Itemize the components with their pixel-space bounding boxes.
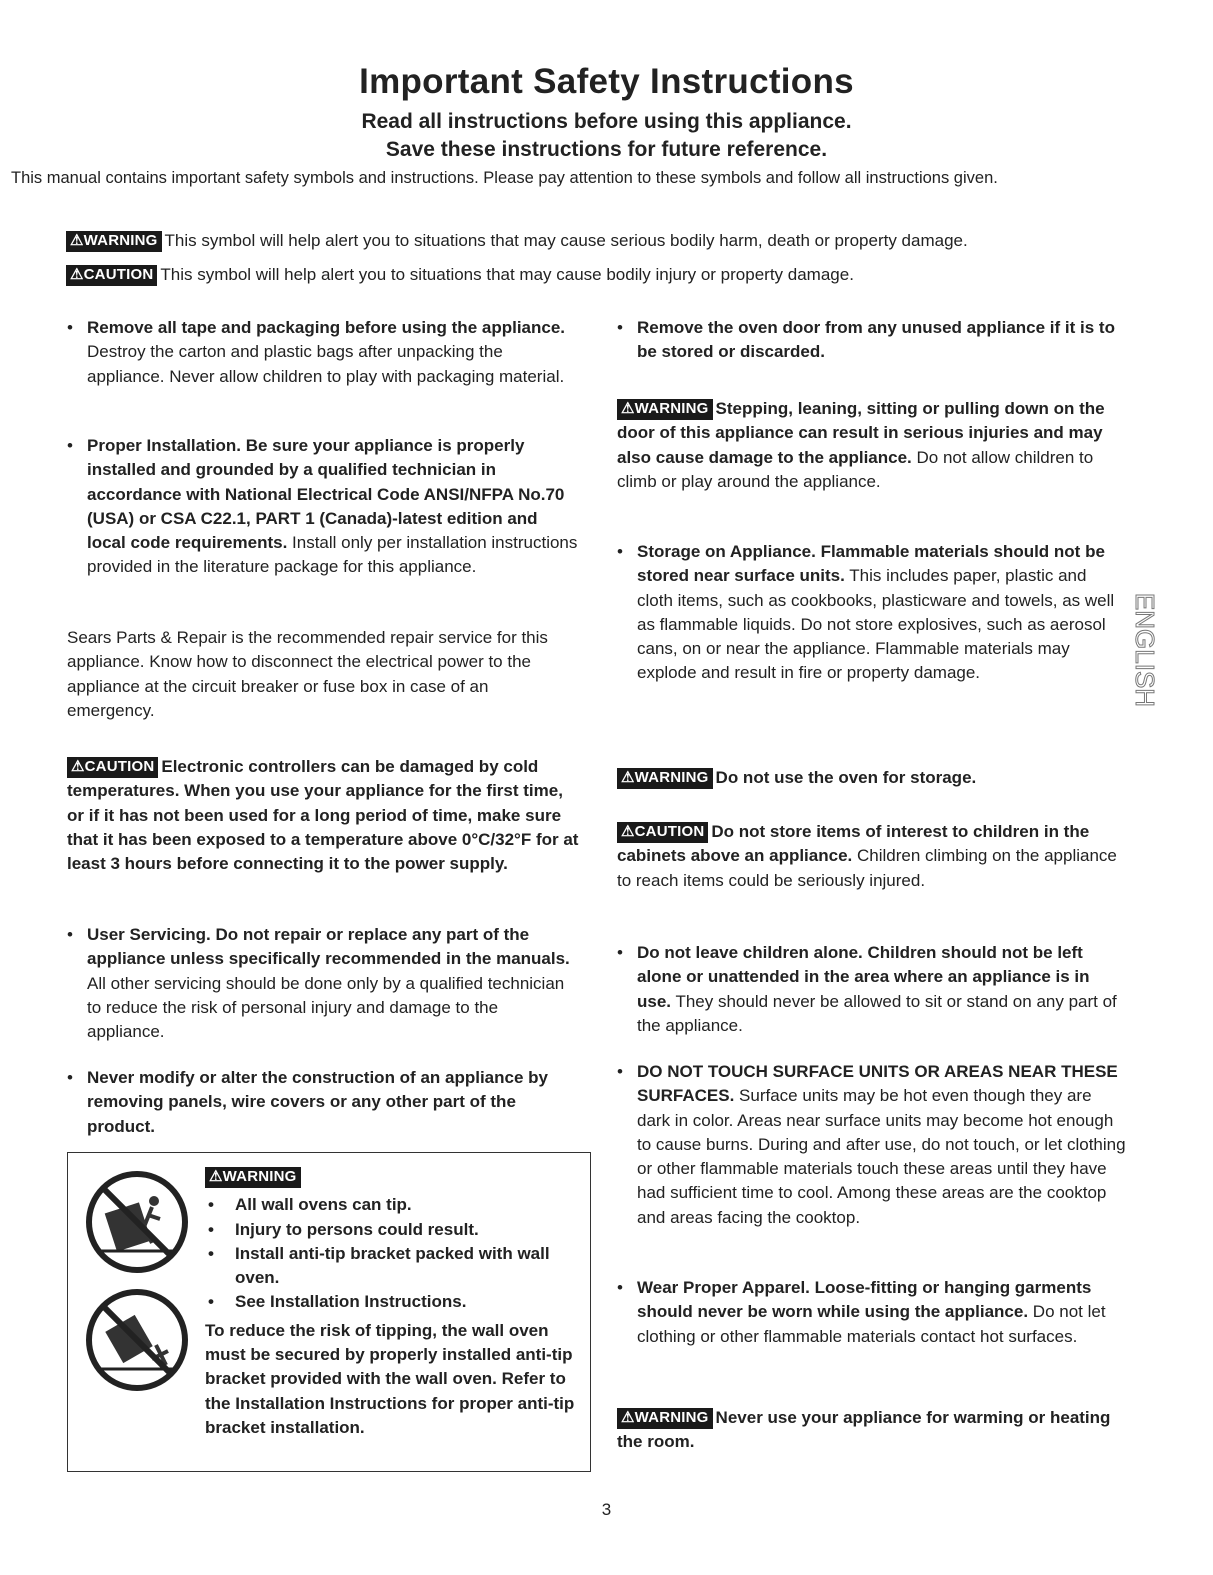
right-warning-stepping: [617, 397, 1127, 494]
left-bullet-packaging: [67, 316, 579, 389]
right-caution-items: [617, 820, 1127, 893]
right-bullet-surface-units: [617, 1060, 1127, 1230]
right-bullet-apparel: [617, 1276, 1127, 1349]
no-tip-icon: [82, 1167, 192, 1277]
bold-text: Never use your appliance for warming or heating the room.: [617, 1408, 1111, 1452]
warning-badge: ⚠WARNING: [205, 1167, 301, 1188]
caution-legend-text: This symbol will help alert you to situations that may cause bodily injury or property damage.: [160, 265, 854, 284]
bold-text: DO NOT TOUCH SURFACE UNITS OR AREAS NEAR THESE SURFACES.: [637, 1062, 1118, 1106]
left-sears-paragraph: [67, 626, 579, 723]
right-bullet-storage: [617, 540, 1127, 686]
subtitle-read: Read all instructions before using this appliance.: [361, 110, 852, 133]
left-bullet-user-servicing: [67, 923, 579, 1044]
body-text: Sears Parts & Repair is the recommended repair service for this appliance. Know how to disconnect the electrical power to the appliance at the circuit breaker or fuse box in case of an emergency.: [67, 628, 548, 720]
warning-badge: ⚠WARNING: [617, 399, 713, 420]
side-tab-label: ENGLISH: [1130, 592, 1161, 708]
caution-badge: ⚠CAUTION: [66, 265, 157, 286]
body-text: Install only per installation instructions provided in the literature package for this appliance.: [87, 533, 578, 577]
intro-text: This manual contains important safety symbols and instructions. Please pay attention to these symbols and follow all instructions given.: [11, 169, 998, 187]
list-item: • All wall ovens can tip.: [205, 1193, 585, 1217]
right-bullet-remove-door: [617, 316, 1127, 365]
warning-box-text: To reduce the risk of tipping, the wall oven must be secured by properly installed anti-tip bracket provided with the wall oven. Refer to the Installation Instructions for proper anti-tip bracket installation.: [205, 1320, 575, 1437]
bold-text: User Servicing. Do not repair or replace any part of the appliance unless specifically recommended in the manuals.: [87, 925, 570, 969]
warning-box-content: [205, 1165, 585, 1440]
warning-legend-text: This symbol will help alert you to situations that may cause serious bodily harm, death or property damage.: [164, 231, 968, 250]
page-title: Important Safety Instructions: [359, 62, 854, 101]
bold-text: Proper Installation. Be sure your appliance is properly installed and grounded by a qualified technician in accordance with National Electrical Code ANSI/NFPA No.70 (USA) or CSA C22.1, PART 1 (Canada)-latest edition and local code requirements.: [87, 436, 565, 553]
list-item: • See Installation Instructions.: [205, 1290, 585, 1314]
body-text: They should never be allowed to sit or stand on any part of the appliance.: [637, 991, 1117, 1035]
page-number: 3: [601, 1500, 612, 1519]
list-item: • Install anti-tip bracket packed with wall oven.: [205, 1242, 585, 1291]
right-warning-storage: [617, 766, 1127, 790]
body-text: Destroy the carton and plastic bags after unpacking the appliance. Never allow children to play with packaging material.: [87, 342, 565, 386]
warning-list: [205, 1193, 585, 1314]
body-text: All other servicing should be done only by a qualified technician to reduce the risk of personal injury and damage to the appliance.: [87, 973, 565, 1042]
body-text: Do not let clothing or other flammable materials contact hot surfaces.: [637, 1302, 1106, 1346]
caution-legend: [66, 265, 854, 286]
bold-text: Stepping, leaning, sitting or pulling down on the door of this appliance can result in serious injuries and may also cause damage to the appliance.: [617, 399, 1105, 467]
warning-badge: ⚠WARNING: [617, 1408, 713, 1429]
list-item: • Injury to persons could result.: [205, 1218, 585, 1242]
right-bullet-children-alone: [617, 941, 1127, 1038]
warning-badge: ⚠WARNING: [66, 231, 162, 252]
subtitle-save: Save these instructions for future reference.: [385, 138, 828, 161]
bold-text: Remove the oven door from any unused appliance if it is to be stored or discarded.: [637, 318, 1115, 362]
bold-text: Do not use the oven for storage.: [715, 768, 977, 787]
left-caution-electronic: [67, 755, 579, 876]
left-bullet-installation: [67, 434, 579, 580]
english-side-tab: [1123, 580, 1163, 720]
anti-tip-warning-box: [67, 1152, 591, 1472]
warning-legend: [66, 231, 968, 252]
left-bullet-never-modify: [67, 1066, 579, 1139]
bold-text: Storage on Appliance. Flammable materials should not be stored near surface units.: [637, 542, 1105, 586]
body-text: Do not allow children to climb or play around the appliance.: [617, 447, 1094, 491]
bold-text: Do not store items of interest to children in the cabinets above an appliance.: [617, 822, 1090, 866]
right-warning-heating: [617, 1406, 1127, 1455]
bold-text: Do not leave children alone. Children should not be left alone or unattended in the area where an appliance is in use.: [637, 943, 1090, 1011]
no-tip-icon: [82, 1285, 192, 1395]
body-text: Children climbing on the appliance to reach items could be seriously injured.: [617, 846, 1117, 890]
body-text: Surface units may be hot even though they are dark in color. Areas near surface units may become hot enough to cause burns. During and after use, do not touch, or let clothing or other flammable materials touch these areas until they have had sufficient time to cool. Among these areas are the cooktop and areas facing the cooktop.: [637, 1086, 1126, 1227]
bold-text: Wear Proper Apparel. Loose-fitting or hanging garments should never be worn while using the appliance.: [637, 1278, 1092, 1322]
caution-badge: ⚠CAUTION: [67, 757, 158, 778]
warning-badge: ⚠WARNING: [617, 768, 713, 789]
caution-badge: ⚠CAUTION: [617, 822, 708, 843]
bold-text: Never modify or alter the construction of an appliance by removing panels, wire covers or any other part of the product.: [87, 1068, 548, 1136]
body-text: This includes paper, plastic and cloth items, such as cookbooks, plasticware and towels, as well as flammable liquids. Do not store explosives, such as aerosol cans, on or near the appliance. Flammable materials may explode and result in fire or property damage.: [637, 566, 1115, 683]
bold-text: Remove all tape and packaging before using the appliance.: [87, 318, 566, 337]
bold-text: Electronic controllers can be damaged by cold temperatures. When you use your appliance for the first time, or if it has not been used for a long period of time, make sure that it has been exposed to a temperature above 0°C/32°F for at least 3 hours before connecting it to the power supply.: [67, 757, 579, 874]
